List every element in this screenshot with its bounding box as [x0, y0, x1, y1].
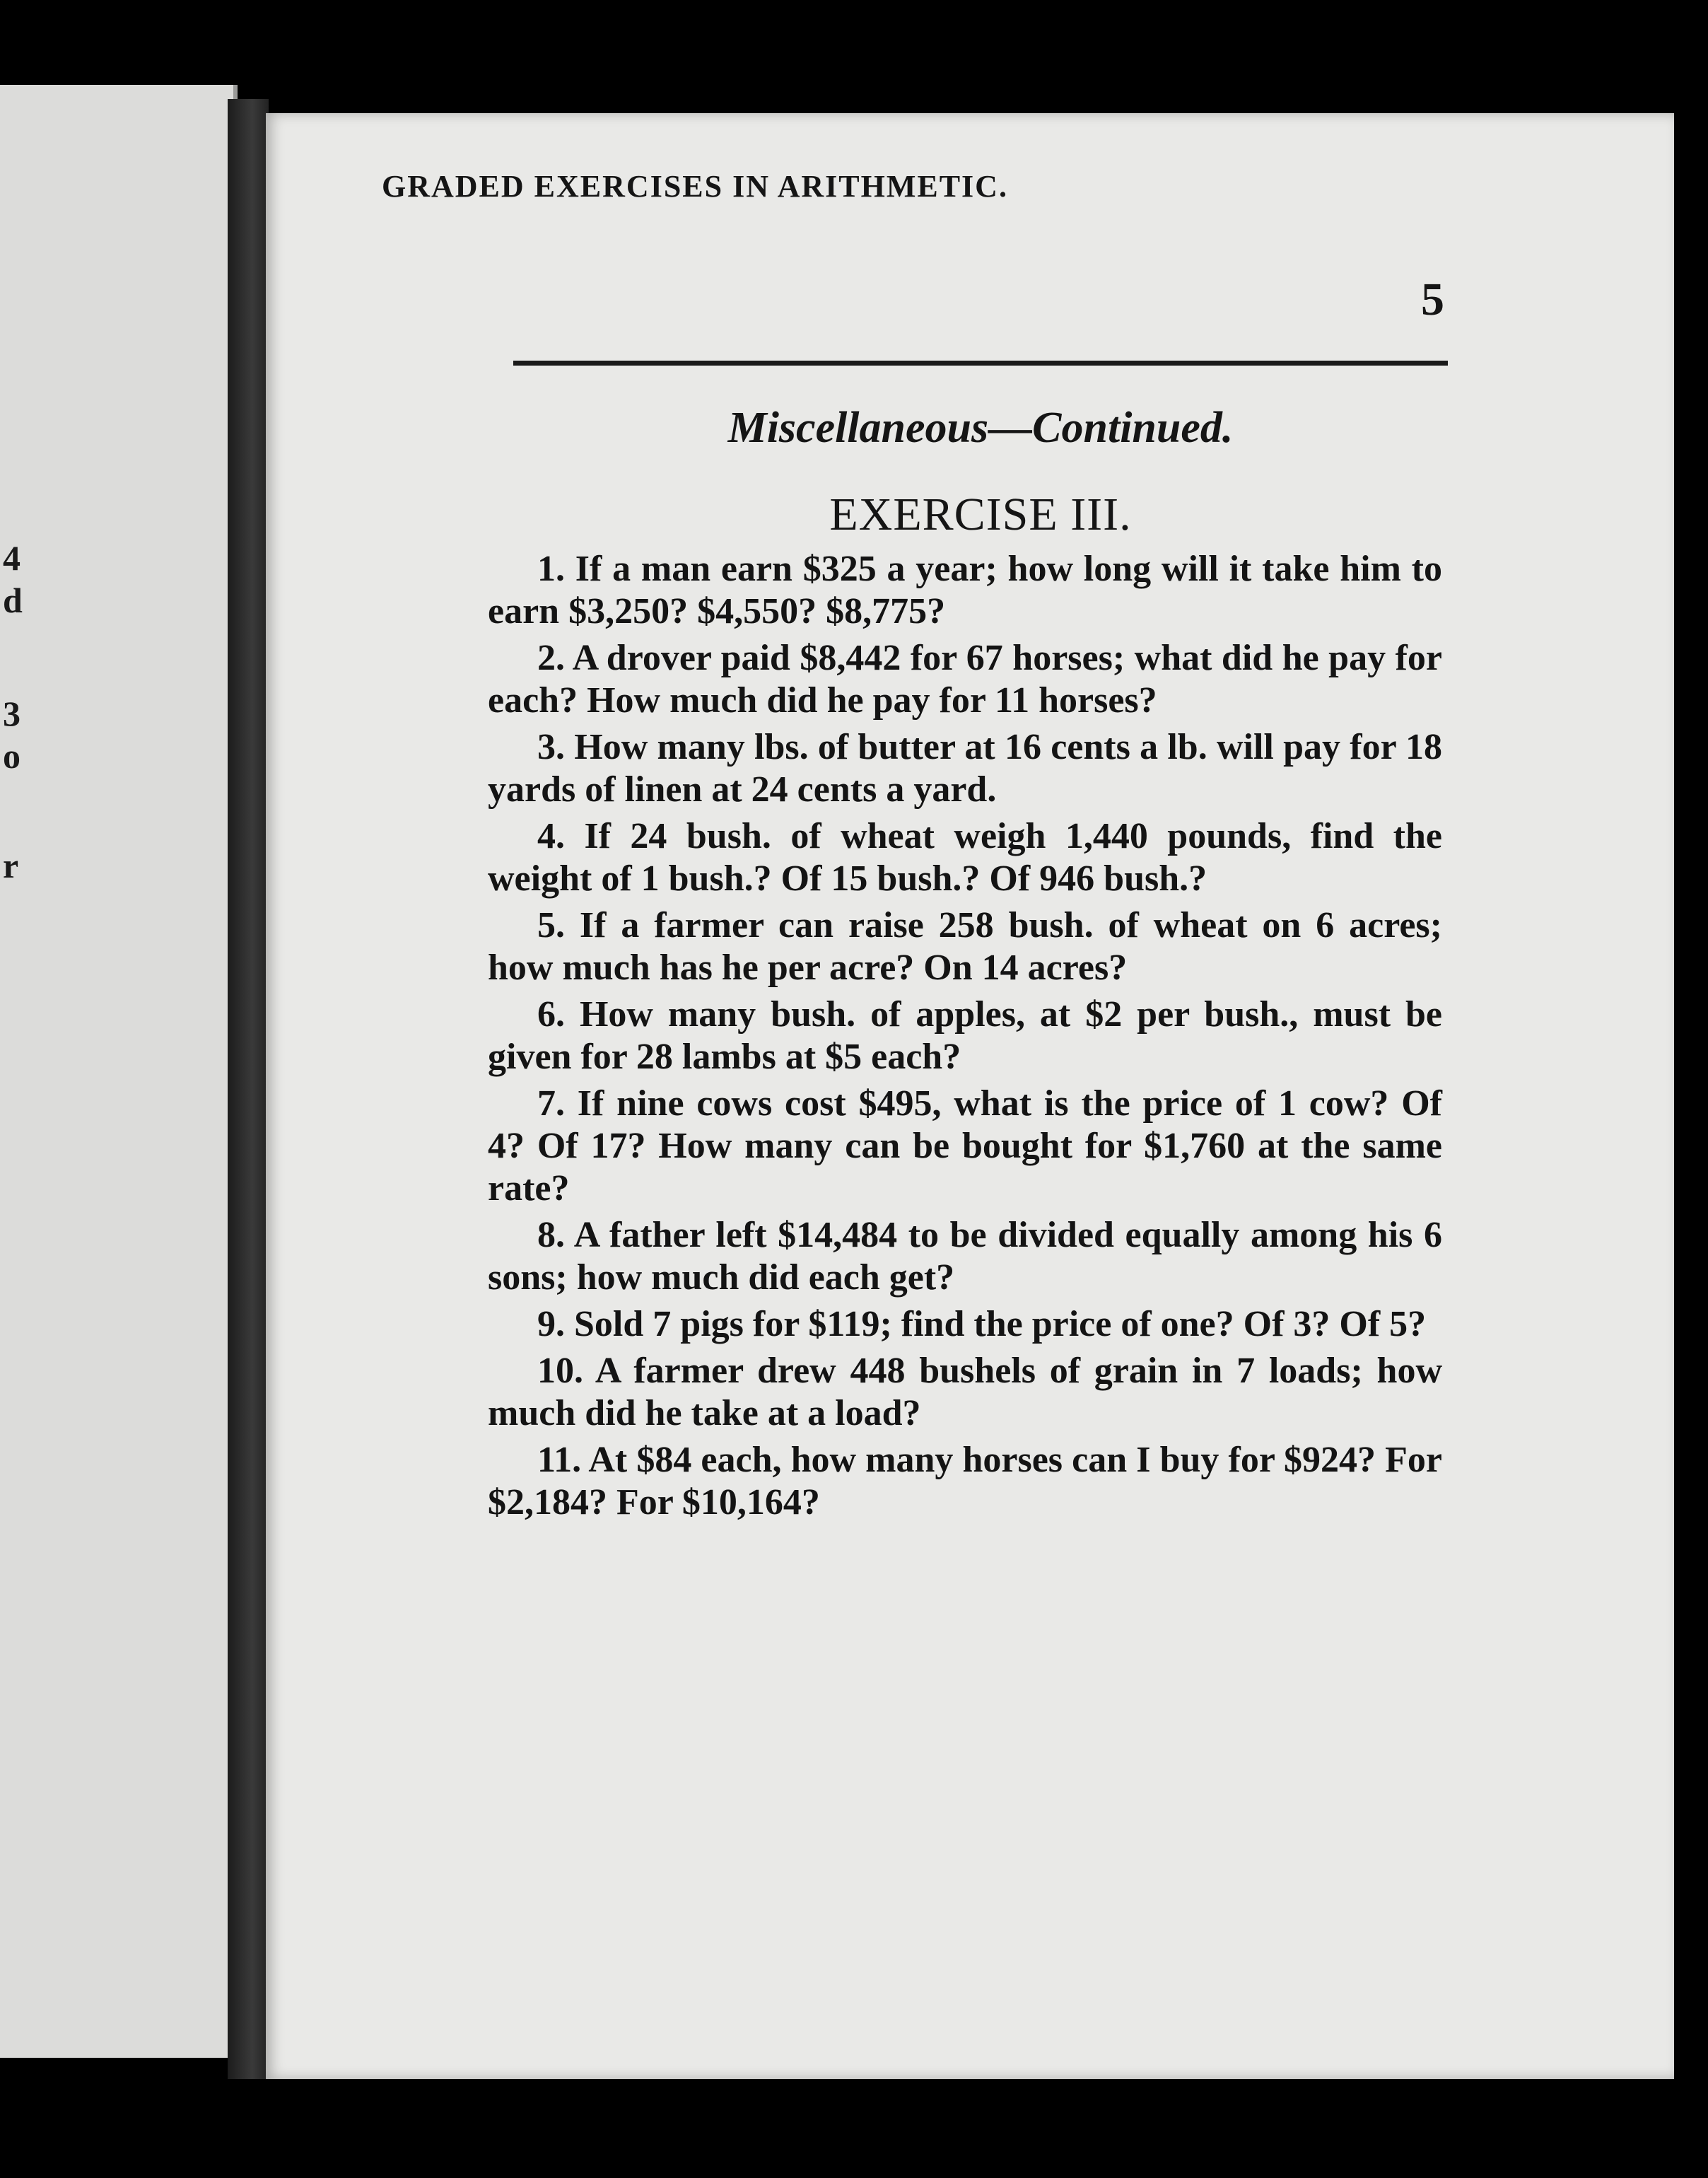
header-rule — [513, 361, 1448, 366]
page-number: 5 — [1421, 274, 1444, 325]
problem-item: 1. If a man earn $325 a year; how long will it take him to earn $3,250? $4,550? $8,775? — [488, 549, 1442, 631]
exercise-title: EXERCISE III. — [829, 489, 1132, 540]
left-page-fragment: 4 — [3, 538, 21, 578]
problem-item: 4. If 24 bush. of wheat weigh 1,440 pounds, find the weight of 1 bush.? Of 15 bush.? Of 946 bush.? — [488, 816, 1442, 899]
section-title: Miscellaneous—Continued. — [727, 404, 1234, 452]
problem-item: 8. A father left $14,484 to be divided equally among his 6 sons; how much did each get? — [488, 1215, 1442, 1298]
problem-item: 10. A farmer drew 448 bushels of grain in 7 loads; how much did he take at a load? — [488, 1351, 1442, 1433]
running-head: GRADED EXERCISES IN ARITHMETIC. — [382, 169, 1008, 204]
left-page-fragment: d — [3, 581, 23, 620]
problem-item: 11. At $84 each, how many horses can I buy for $924? For $2,184? For $10,164? — [488, 1440, 1442, 1522]
left-page-fragment: o — [3, 736, 21, 776]
left-page-fragment: r — [3, 846, 19, 885]
left-facing-page — [0, 85, 238, 2058]
problem-item: 5. If a farmer can raise 258 bush. of wheat on 6 acres; how much has he per acre? On 14 acres? — [488, 905, 1442, 988]
book-spine — [228, 99, 269, 2079]
problem-item: 2. A drover paid $8,442 for 67 horses; what did he pay for each? How much did he pay for 11 horses? — [488, 638, 1442, 721]
problem-item: 7. If nine cows cost $495, what is the price of 1 cow? Of 4? Of 17? How many can be bought for $1,760 at the same rate? — [488, 1083, 1442, 1209]
problem-item: 9. Sold 7 pigs for $119; find the price of one? Of 3? Of 5? — [537, 1304, 1427, 1344]
left-page-fragment: 3 — [3, 694, 21, 733]
problem-list — [488, 548, 1442, 1528]
problem-item: 3. How many lbs. of butter at 16 cents a lb. will pay for 18 yards of linen at 24 cents a yard. — [488, 727, 1442, 810]
problem-item: 6. How many bush. of apples, at $2 per bush., must be given for 28 lambs at $5 each? — [488, 994, 1442, 1077]
